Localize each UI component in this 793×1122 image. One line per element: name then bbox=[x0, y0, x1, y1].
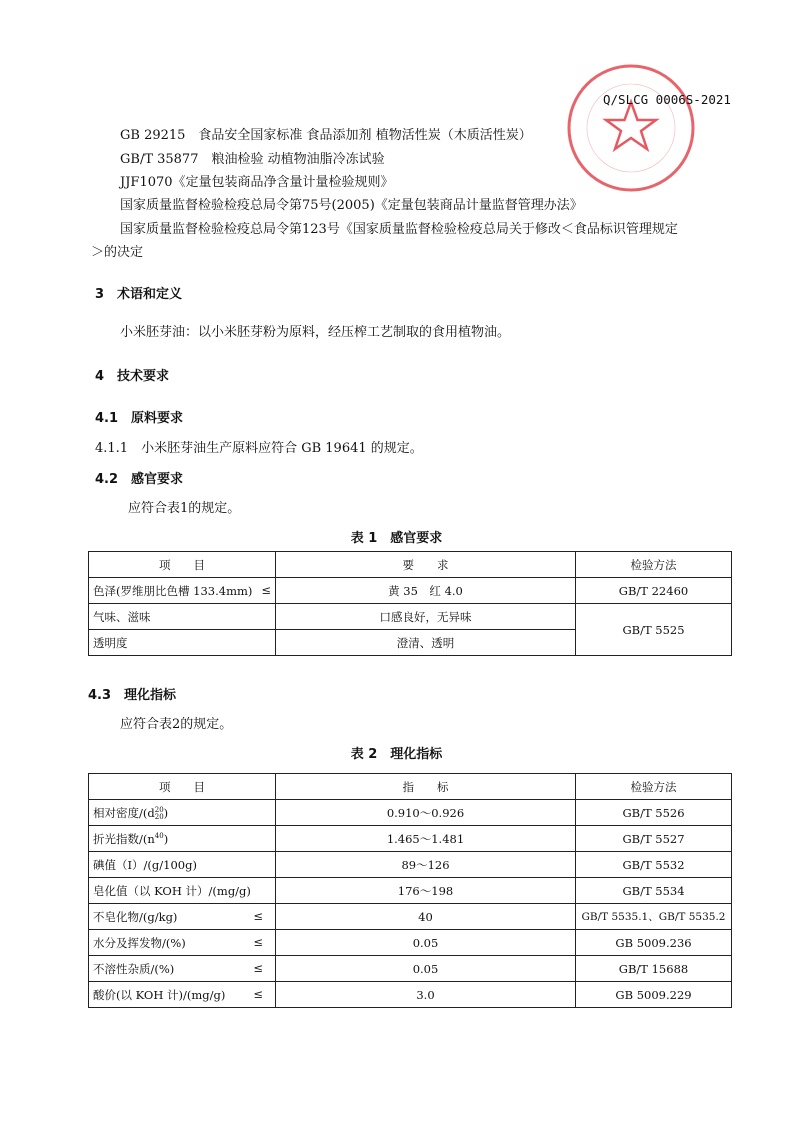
method-cell: GB/T 5527 bbox=[576, 826, 732, 852]
table-header-row bbox=[89, 552, 732, 578]
superscript-subscript bbox=[155, 807, 164, 821]
requirement-cell: 澄清、透明 bbox=[276, 630, 576, 656]
item-label: 不皂化物/(g/kg) bbox=[93, 909, 178, 924]
reference-line: JJF1070《定量包装商品净含量计量检验规则》 bbox=[120, 175, 394, 190]
item-cell: 气味、滋味 bbox=[89, 604, 276, 630]
le-symbol: ≤ bbox=[253, 934, 263, 949]
sensory-table bbox=[88, 551, 732, 656]
item-label: 不溶性杂质/(%) bbox=[93, 961, 175, 976]
method-cell: GB/T 5535.1、GB/T 5535.2 bbox=[576, 904, 732, 930]
value-cell: 0.05 bbox=[276, 956, 576, 982]
section-title: 4.1 原料要求 bbox=[95, 411, 184, 426]
item-cell bbox=[89, 578, 276, 604]
item-cell bbox=[89, 930, 276, 956]
item-cell bbox=[89, 956, 276, 982]
method-cell: GB/T 5525 bbox=[576, 604, 732, 656]
physicochemical-table bbox=[88, 773, 732, 1008]
reference-line: GB/T 35877 粮油检验 动植物油脂冷冻试验 bbox=[120, 152, 385, 167]
reference-line: 国家质量监督检验检疫总局令第75号(2005)《定量包装商品计量监督管理办法》 bbox=[120, 198, 583, 213]
subscript: 20 bbox=[154, 812, 164, 821]
item-cell: 皂化值（以 KOH 计）/(mg/g) bbox=[89, 878, 276, 904]
item-cell bbox=[89, 904, 276, 930]
method-cell: GB/T 22460 bbox=[576, 578, 732, 604]
table-row bbox=[89, 904, 732, 930]
table-row bbox=[89, 852, 732, 878]
item-cell bbox=[89, 800, 276, 826]
section-title: 4.3 理化指标 bbox=[88, 688, 177, 703]
le-symbol: ≤ bbox=[253, 960, 263, 975]
section-title: 3 术语和定义 bbox=[95, 287, 183, 302]
table-caption: 表 2 理化指标 bbox=[350, 747, 443, 762]
item-cell bbox=[89, 826, 276, 852]
requirement-cell: 黄 35 红 4.0 bbox=[276, 578, 576, 604]
table-caption: 表 1 感官要求 bbox=[350, 531, 443, 546]
item-label: 水分及挥发物/(%) bbox=[93, 935, 186, 950]
item-cell: 碘值（I）/(g/100g) bbox=[89, 852, 276, 878]
item-cell: 透明度 bbox=[89, 630, 276, 656]
paragraph: 应符合表1的规定。 bbox=[128, 501, 241, 516]
method-cell: GB/T 5532 bbox=[576, 852, 732, 878]
method-cell: GB 5009.236 bbox=[576, 930, 732, 956]
table-row bbox=[89, 930, 732, 956]
document-code: Q/SLCG 0006S-2021 bbox=[603, 92, 731, 107]
le-symbol: ≤ bbox=[261, 582, 271, 597]
section-title: 4.2 感官要求 bbox=[95, 472, 184, 487]
method-cell: GB/T 5526 bbox=[576, 800, 732, 826]
item-label-after: ) bbox=[163, 831, 169, 846]
company-seal-stamp bbox=[565, 62, 697, 194]
le-symbol: ≤ bbox=[253, 986, 263, 1001]
value-cell: 0.05 bbox=[276, 930, 576, 956]
method-cell: GB/T 15688 bbox=[576, 956, 732, 982]
paragraph: 小米胚芽油：以小米胚芽粉为原料，经压榨工艺制取的食用植物油。 bbox=[120, 325, 511, 340]
header-cell: 检验方法 bbox=[576, 552, 732, 578]
item-label: 折光指数/(n bbox=[93, 831, 155, 846]
item-cell bbox=[89, 982, 276, 1008]
reference-line: 国家质量监督检验检疫总局令第123号《国家质量监督检验检疫总局关于修改＜食品标识管理规定 bbox=[120, 222, 678, 237]
table-header-row bbox=[89, 774, 732, 800]
header-cell: 指 标 bbox=[276, 774, 576, 800]
table-row bbox=[89, 878, 732, 904]
reference-line: GB 29215 食品安全国家标准 食品添加剂 植物活性炭（木质活性炭） bbox=[120, 128, 532, 143]
table-row bbox=[89, 800, 732, 826]
method-cell: GB 5009.229 bbox=[576, 982, 732, 1008]
value-cell: 1.465～1.481 bbox=[276, 826, 576, 852]
paragraph: 应符合表2的规定。 bbox=[120, 717, 233, 732]
value-cell: 3.0 bbox=[276, 982, 576, 1008]
value-cell: 176～198 bbox=[276, 878, 576, 904]
requirement-cell: 口感良好，无异味 bbox=[276, 604, 576, 630]
table-row bbox=[89, 982, 732, 1008]
item-label: 色泽(罗维朋比色槽 133.4mm) bbox=[93, 583, 253, 598]
table-row bbox=[89, 956, 732, 982]
value-cell: 40 bbox=[276, 904, 576, 930]
superscript: 20 bbox=[154, 805, 164, 814]
superscript: 40 bbox=[154, 831, 164, 840]
reference-line: ＞的决定 bbox=[91, 245, 144, 260]
header-cell: 要 求 bbox=[276, 552, 576, 578]
method-cell: GB/T 5534 bbox=[576, 878, 732, 904]
header-cell: 项 目 bbox=[89, 774, 276, 800]
item-label: 酸价(以 KOH 计)/(mg/g) bbox=[93, 987, 226, 1002]
paragraph: 4.1.1 小米胚芽油生产原料应符合 GB 19641 的规定。 bbox=[95, 441, 423, 456]
table-row bbox=[89, 604, 732, 630]
header-cell: 检验方法 bbox=[576, 774, 732, 800]
section-title: 4 技术要求 bbox=[95, 369, 170, 384]
header-cell: 项 目 bbox=[89, 552, 276, 578]
table-row bbox=[89, 578, 732, 604]
value-cell: 89～126 bbox=[276, 852, 576, 878]
item-label: 相对密度/(d bbox=[93, 805, 155, 820]
table-row bbox=[89, 826, 732, 852]
item-label-after: ) bbox=[163, 805, 169, 820]
le-symbol: ≤ bbox=[253, 908, 263, 923]
value-cell: 0.910～0.926 bbox=[276, 800, 576, 826]
